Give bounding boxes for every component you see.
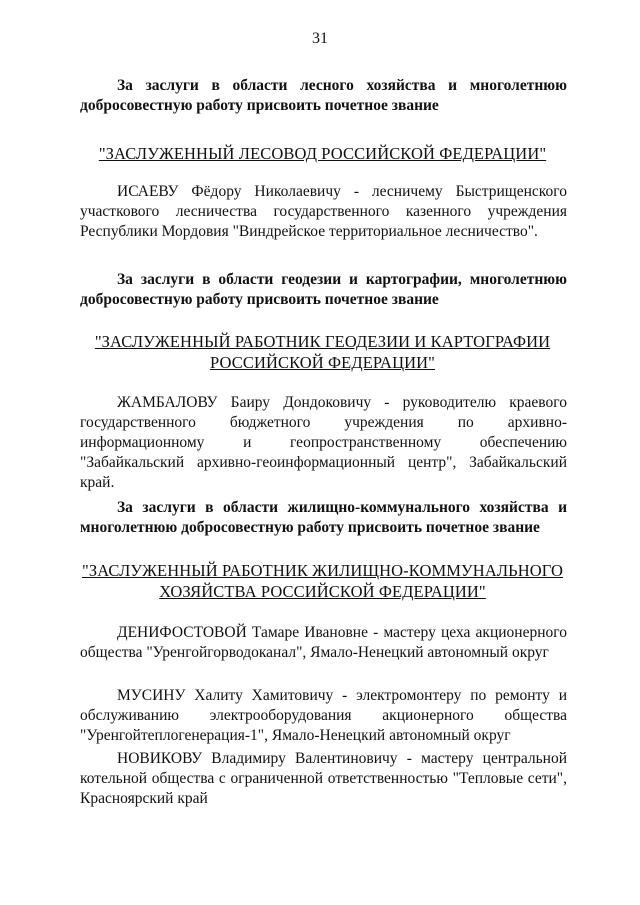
- section-3-intro: За заслуги в области жилищно-коммунального хозяйства и многолетнюю добросовестную работу присвоить почетное звание: [80, 499, 567, 536]
- section-1-intro: За заслуги в области лесного хозяйства и многолетнюю добросовестную работу присвоить почетное звание: [80, 77, 567, 114]
- section-2-title-line-2: РОССИЙСКОЙ ФЕДЕРАЦИИ": [210, 353, 435, 372]
- section-2-title-line-1: "ЗАСЛУЖЕННЫЙ РАБОТНИК ГЕОДЕЗИИ И КАРТОГРАФИИ: [94, 332, 551, 351]
- section-1-awardee-1: ИСАЕВУ Фёдору Николаевичу - лесничему Быстрищенского участкового лесничества государственного казенного учреждения Республики Мордовия "Виндрейское территориальное лесничество".: [80, 183, 567, 240]
- section-3-title-line-1: "ЗАСЛУЖЕННЫЙ РАБОТНИК ЖИЛИЩНО-КОММУНАЛЬНОГО: [82, 561, 563, 580]
- section-2-intro: За заслуги в области геодезии и картографии, многолетнюю добросовестную работу присвоить почетное звание: [80, 271, 567, 308]
- page-number: 31: [312, 30, 328, 47]
- section-1-title: "ЗАСЛУЖЕННЫЙ ЛЕСОВОД РОССИЙСКОЙ ФЕДЕРАЦИИ": [98, 144, 547, 163]
- section-2-title: [60, 331, 585, 373]
- section-3-title-line-2: ХОЗЯЙСТВА РОССИЙСКОЙ ФЕДЕРАЦИИ": [159, 582, 486, 601]
- section-3-title: [60, 560, 585, 602]
- section-3-awardee-3: НОВИКОВУ Владимиру Валентиновичу - мастеру центральной котельной общества с ограниченной ответственностью "Тепловые сети", Красноярский край: [80, 750, 567, 807]
- section-2-awardee-1: ЖАМБАЛОВУ Баиру Дондоковичу - руководителю краевого государственного бюджетного учреждения по архивно-информационному и геопространственному обеспечению "Забайкальский архивно-геоинформационный центр", Забайкальский край.: [80, 394, 567, 491]
- section-3-awardee-2: МУСИНУ Халиту Хамитовичу - электромонтеру по ремонту и обслуживанию электрооборудования акционерного общества "Уренгойтеплогенерация-1", Ямало-Ненецкий автономный округ: [80, 687, 567, 744]
- section-3-awardee-1: ДЕНИФОСТОВОЙ Тамаре Ивановне - мастеру цеха акционерного общества "Уренгойгорводоканал", Ямало-Ненецкий автономный округ: [80, 624, 567, 661]
